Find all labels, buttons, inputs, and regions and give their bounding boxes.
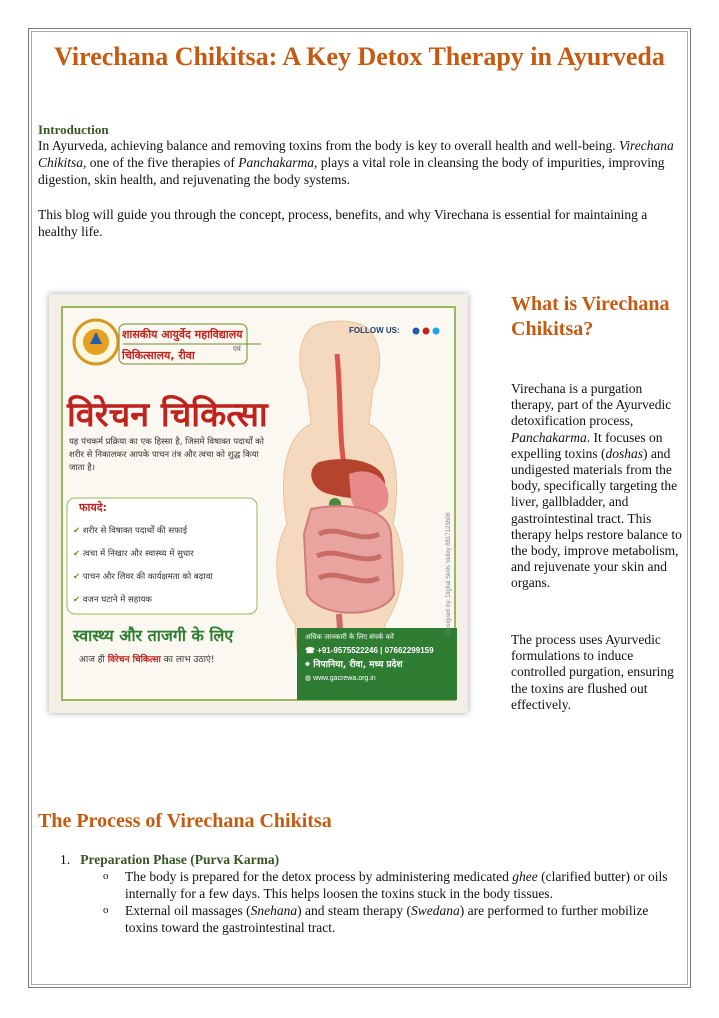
poster-subtagline [79, 652, 215, 665]
facebook-icon [413, 328, 420, 335]
instagram-icon [423, 328, 430, 335]
location-icon: ⌖ [305, 660, 314, 670]
benefit-text: त्वचा में निखार और स्वास्थ्य में सुधार [82, 549, 194, 559]
contact-heading: अधिक जानकारी के लिए संपर्क करें [305, 633, 394, 641]
benefit-item [73, 566, 253, 589]
introduction-paragraph-2: This blog will guide you through the concept, process, benefits, and why Virechana is essential for maintaining a healthy life. [38, 207, 648, 239]
poster-main-title: विरेचन चिकित्सा [67, 395, 268, 435]
bullet-text [125, 902, 679, 936]
bullet-text-part: The body is prepared for the detox process by administering medicated [125, 869, 513, 884]
bullet-italic-term: Snehana [250, 903, 298, 918]
benefit-text: वजन घटाने में सहायक [82, 595, 152, 605]
benefit-item [73, 520, 253, 543]
intro-italic-term: Virechana Chikitsa [38, 138, 674, 170]
phase-number: 1. [60, 852, 71, 867]
benefits-list [73, 520, 253, 612]
bullet-italic-term: ghee [512, 869, 538, 884]
check-icon: ✔ [73, 549, 83, 559]
bullet-text [125, 868, 679, 902]
what-is-text-part: Virechana is a purgation therapy, part of the Ayurvedic detoxification process, [511, 381, 672, 429]
what-is-text-part: . It focuses on expelling toxins ( [511, 429, 663, 461]
college-name-line1: शासकीय आयुर्वेद महाविद्यालय [122, 328, 243, 341]
college-name-small: एवं [233, 345, 241, 353]
document-title: Virechana Chikitsa: A Key Detox Therapy in Ayurveda [54, 42, 665, 71]
virechana-poster-image [49, 294, 468, 713]
check-icon: ✔ [73, 595, 83, 605]
what-is-paragraph-2: The process uses Ayurvedic formulations to induce controlled purgation, ensuring the toxins are flushed out effectively. [511, 632, 674, 712]
follow-us-label: FOLLOW US: [349, 326, 400, 335]
globe-icon: ◍ [305, 675, 314, 682]
address-text: निपानिया, रीवा, मध्य प्रदेश [313, 660, 403, 670]
what-is-italic-term: doshas [605, 445, 644, 461]
benefits-heading: फायदे: [79, 501, 107, 514]
what-is-italic-term: Panchakarma [511, 429, 587, 445]
phone-text: +91-9575522246 | 07662299159 [317, 646, 434, 655]
contact-website [305, 672, 455, 686]
what-is-paragraph [511, 381, 683, 592]
benefit-item [73, 589, 253, 612]
phase-title: Preparation Phase (Purva Karma) [80, 852, 280, 867]
phone-icon: ☎ [305, 646, 318, 655]
intro-italic-term: Panchakarma [238, 155, 314, 170]
subtag-highlight: विरेचन चिकित्सा [107, 655, 161, 665]
subtag-part: का लाभ उठाएं! [160, 655, 215, 665]
contact-phone [305, 644, 455, 658]
twitter-icon [433, 328, 440, 335]
intro-text-part: , one of the five therapies of [83, 155, 239, 170]
bullet-text-part: (clarified butter) or oils internally for a few days. This helps loosen the toxins stuck in the body tissues. [125, 869, 668, 901]
process-heading: The Process of Virechana Chikitsa [38, 810, 332, 832]
intestines-outer [304, 506, 394, 612]
introduction-paragraph [38, 137, 678, 188]
check-icon: ✔ [73, 572, 83, 582]
bullet-italic-term: Swedana [411, 903, 460, 918]
introduction-heading: Introduction [38, 122, 109, 137]
digestive-system-illustration [277, 321, 403, 674]
bullet-item [104, 868, 679, 902]
poster-description: यह पंचकर्म प्रक्रिया का एक हिस्सा है, जिसमें विषाक्त पदार्थों को शरीर से निकालकर आपके पाचन तंत्र और त्वचा को शुद्ध किया जाता है। [69, 437, 264, 473]
check-icon: ✔ [73, 526, 83, 536]
intro-text-part: , plays a vital role in cleansing the body of impurities, improving digestion, skin health, and rejuvenating the body systems. [38, 155, 665, 187]
bullet-marker: o [103, 870, 109, 882]
contact-address [305, 658, 455, 672]
benefit-text: शरीर से विषाक्त पदार्थों की सफाई [82, 526, 188, 536]
bullet-marker: o [103, 904, 109, 916]
bullet-item [104, 902, 679, 936]
poster-tagline: स्वास्थ्य और ताजगी के लिए [73, 626, 234, 645]
bullet-text-part: External oil massages ( [125, 903, 251, 918]
bullet-text-part: ) and steam therapy ( [297, 903, 412, 918]
subtag-part: आज ही [79, 655, 108, 665]
bullet-text-part: ) are performed to further mobilize toxins toward the gastrointestinal tract. [125, 903, 649, 935]
college-name-line2: चिकित्सालय, रीवा [122, 349, 195, 362]
what-is-text-part: ) and undigested materials from the body, specifically targeting the liver, gallbladder, and gastrointestinal tract. This therapy helps restore balance to the body, improve metabolism, and rejuvenate your skin and organs. [511, 445, 682, 591]
phase-item [60, 851, 680, 868]
website-text: www.gacrewa.org.in [313, 675, 376, 682]
what-is-heading: What is Virechana Chikitsa? [511, 293, 670, 340]
benefit-item [73, 543, 253, 566]
benefit-text: पाचन और लिवर की कार्यक्षमता को बढ़ावा [82, 572, 213, 582]
intro-text-part: In Ayurveda, achieving balance and removing toxins from the body is key to overall health and well-being. [38, 138, 619, 153]
contact-info [305, 630, 455, 686]
designer-credit: Designed by: Digital Skills Valley 8817123606 [446, 512, 452, 634]
